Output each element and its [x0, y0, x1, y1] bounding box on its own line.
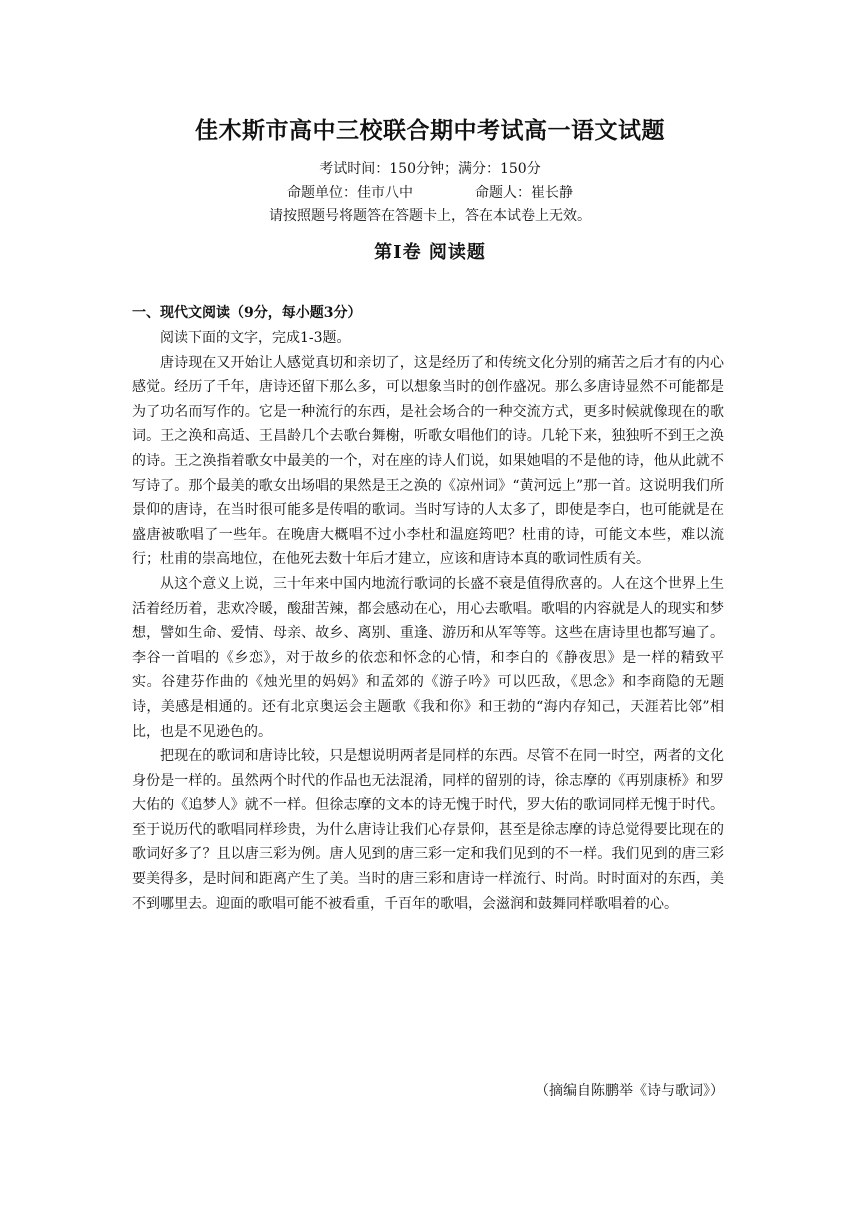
exam-unit: 命题单位：佳市八中: [287, 185, 413, 201]
passage-source: （摘编自陈鹏举《诗与歌词》）: [535, 1083, 724, 1099]
exam-instruction: 请按照题号将题答在答题卡上，答在本试卷上无效。: [269, 208, 591, 224]
section-title: 第Ⅰ卷 阅读题: [374, 242, 486, 263]
question-prompt: 阅读下面的文字，完成1-3题。: [160, 330, 351, 346]
question-heading: 一、现代文阅读（9分，每小题3分）: [132, 305, 362, 321]
exam-author: 命题人：崔长静: [475, 185, 573, 201]
reading-passage: [132, 326, 724, 916]
exam-title: 佳木斯市高中三校联合期中考试高一语文试题: [195, 117, 665, 144]
passage-paragraph-2: 从这个意义上说，三十年来中国内地流行歌词的长盛不衰是值得欣喜的。人在这个世界上生活着经历着，悲欢冷暖，酸甜苦辣，都会感动在心，用心去歌唱。歌唱的内容就是人的现实和梦想，譬如生命、爱情、母亲、故乡、离别、重逢、游历和从军等等。这些在唐诗里也都写遍了。李谷一首唱的《乡恋》，对于故乡的依恋和怀念的心情，和李白的《静夜思》是一样的精致平实。谷建芬作曲的《烛光里的妈妈》和孟郊的《游子吟》可以匹敌，《思念》和李商隐的无题诗，美感是相通的。还有北京奥运会主题歌《我和你》和王勃的“海内存知己，天涯若比邻”相比，也是不见逊色的。: [132, 575, 724, 740]
exam-info: 考试时间：150分钟；满分：150分: [319, 161, 541, 177]
exam-credits: [0, 182, 860, 202]
passage-paragraph-3: 把现在的歌词和唐诗比较，只是想说明两者是同样的东西。尽管不在同一时空，两者的文化身份是一样的。虽然两个时代的作品也无法混淆，同样的留别的诗，徐志摩的《再别康桥》和罗大佑的《追梦人》就不一样。但徐志摩的文本的诗无愧于时代，罗大佑的歌词同样无愧于时代。至于说历代的歌唱同样珍贵，为什么唐诗让我们心存景仰，甚至是徐志摩的诗总觉得要比现在的歌词好多了？且以唐三彩为例。唐人见到的唐三彩一定和我们见到的不一样。我们见到的唐三彩要美得多，是时间和距离产生了美。当时的唐三彩和唐诗一样流行、时尚。时时面对的东西，美不到哪里去。迎面的歌唱可能不被看重，千百年的歌唱，会滋润和鼓舞同样歌唱着的心。: [132, 748, 724, 912]
passage-paragraph-1: 唐诗现在又开始让人感觉真切和亲切了，这是经历了和传统文化分别的痛苦之后才有的内心感觉。经历了千年，唐诗还留下那么多，可以想象当时的创作盛况。那么多唐诗显然不可能都是为了功名而写作的。它是一种流行的东西，是社会场合的一种交流方式，更多时候就像现在的歌词。王之涣和高适、王昌龄几个去歌台舞榭，听歌女唱他们的诗。几轮下来，独独听不到王之涣的诗。王之涣指着歌女中最美的一个，对在座的诗人们说，如果她唱的不是他的诗，他从此就不写诗了。那个最美的歌女出场唱的果然是王之涣的《凉州词》“黄河远上”那一首。这说明我们所景仰的唐诗，在当时很可能多是传唱的歌词。当时写诗的人太多了，即使是李白，也可能就是在盛唐被歌唱了一些年。在晚唐大概唱不过小李杜和温庭筠吧？杜甫的诗，可能文本些，难以流行；杜甫的崇高地位，在他死去数十年后才建立，应该和唐诗本真的歌词性质有关。: [132, 354, 724, 568]
